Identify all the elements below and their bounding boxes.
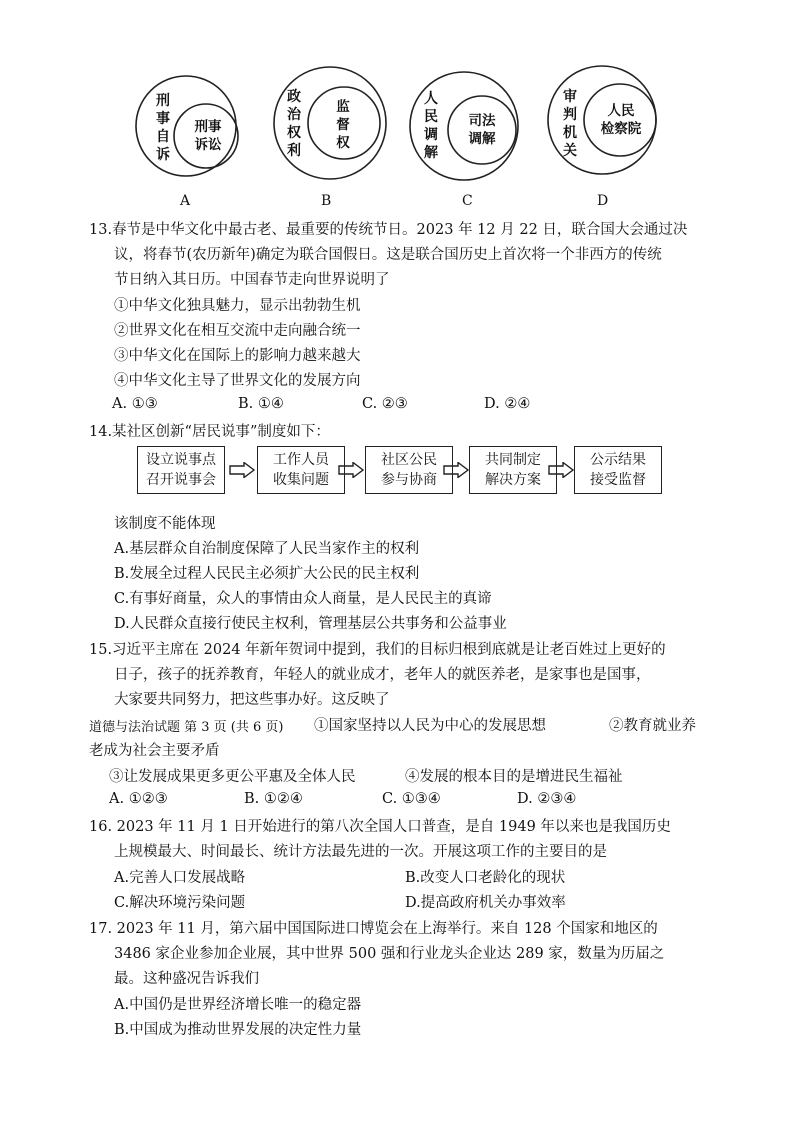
venn-diagrams [0,0,793,220]
diagram-d-letter: D [597,193,609,209]
q17-stem-line3: 最。这种盛况告诉我们 [114,971,259,987]
diagram-a-letter: A [180,193,191,209]
flow-step-5: 公示结果 接受监督 [574,446,662,494]
diagram-a-outer-label: 刑 事 自 诉 [156,93,170,163]
q15-stem-line3: 大家要共同努力，把这些事办好。这反映了 [114,692,390,708]
arrow-right-icon [338,462,364,478]
diagram-d-inner-label: 人民 检察院 [600,103,642,137]
q13-item-3: ③中华文化在国际上的影响力越来越大 [114,348,361,364]
q17-stem-line2: 3486 家企业参加企业展，其中世界 500 强和行业龙头企业达 289 家，数量为历届之 [114,946,665,962]
q13-stem-line3: 节日纳入其日历。中国春节走向世界说明了 [114,272,390,288]
q15-stem-line2: 日子，孩子的抚养教育，年轻人的就业成才，老年人的就医养老，是家事也是国事， [114,667,651,683]
diagram-a-inner-label: 刑事 诉讼 [194,119,222,153]
q15-item-2-part2: 老成为社会主要矛盾 [89,743,220,759]
diagram-b-outer-label: 政 治 权 利 [287,89,301,159]
q15-option-d[interactable]: D. ②③④ [517,791,577,807]
q14-stem: 14.某社区创新“居民说事”制度如下： [89,424,330,440]
arrow-right-icon [443,462,469,478]
q15-option-b[interactable]: B. ①②④ [244,791,303,807]
q13-item-4: ④中华文化主导了世界文化的发展方向 [114,373,361,389]
q16-stem-line1: 16. 2023 年 11 月 1 日开始进行的第八次全国人口普查，是自 1949 年以来也是我国历史 [89,819,671,835]
q16-option-b[interactable]: B.改变人口老龄化的现状 [405,870,566,886]
flow-step-4: 共同制定 解决方案 [469,446,557,494]
q17-option-a[interactable]: A.中国仍是世界经济增长唯一的稳定器 [114,997,362,1013]
q17-stem-line1: 17. 2023 年 11 月，第六届中国国际进口博览会在上海举行。来自 128 个国家和地区的 [89,921,658,937]
q15-option-a[interactable]: A. ①②③ [109,791,168,807]
q13-item-1: ①中华文化独具魅力，显示出勃勃生机 [114,298,361,314]
q15-item-3: ③让发展成果更多更公平惠及全体人民 [109,769,356,785]
flow-step-1: 设立说事点 召开说事会 [137,446,225,494]
q16-option-d[interactable]: D.提高政府机关办事效率 [405,895,566,911]
q13-stem-line2: 议，将春节(农历新年)确定为联合国假日。这是联合国历史上首次将一个非西方的传统 [114,247,662,263]
page-footer: 道德与法治试题 第 3 页 (共 6 页) [89,720,284,735]
q13-option-b[interactable]: B. ①④ [238,396,284,412]
q14-option-b[interactable]: B.发展全过程人民民主必须扩大公民的民主权利 [114,566,420,582]
diagram-c-outer-label: 人 民 调 解 [424,91,438,161]
q15-option-c[interactable]: C. ①③④ [382,791,441,807]
q13-option-a[interactable]: A. ①③ [112,396,158,412]
q14-option-a[interactable]: A.基层群众自治制度保障了人民当家作主的权利 [114,541,420,557]
q13-option-d[interactable]: D. ②④ [484,396,531,412]
q16-stem-line2: 上规模最大、时间最长、统计方法最先进的一次。开展这项工作的主要目的是 [114,844,607,860]
q13-option-c[interactable]: C. ②③ [362,396,408,412]
q13-stem-line1: 13.春节是中华文化中最古老、最重要的传统节日。2023 年 12 月 22 日，联合国大会通过决 [89,222,688,238]
diagram-b-inner-label: 监 督 权 [336,99,350,151]
diagram-d-outer-label: 审 判 机 关 [563,89,577,159]
arrow-right-icon [229,462,255,478]
flow-step-2: 工作人员 收集问题 [257,446,345,494]
q13-item-2: ②世界文化在相互交流中走向融合统一 [114,323,361,339]
q17-option-b[interactable]: B.中国成为推动世界发展的决定性力量 [114,1022,362,1038]
diagram-c-letter: C [462,193,473,209]
q15-item-2-part1: ②教育就业养 [609,718,696,734]
flow-step-3: 社区公民 参与协商 [365,446,453,494]
diagram-c-inner-label: 司法 调解 [468,113,496,147]
q16-option-a[interactable]: A.完善人口发展战略 [114,870,246,886]
arrow-right-icon [548,462,574,478]
q15-item-4: ④发展的根本目的是增进民生福祉 [405,769,623,785]
diagram-b-letter: B [321,193,332,209]
q16-option-c[interactable]: C.解决环境污染问题 [114,895,246,911]
q14-option-c[interactable]: C.有事好商量，众人的事情由众人商量，是人民民主的真谛 [114,591,492,607]
q14-option-d[interactable]: D.人民群众直接行使民主权利，管理基层公共事务和公益事业 [114,616,507,632]
q15-item-1: ①国家坚持以人民为中心的发展思想 [314,718,546,734]
q15-stem-line1: 15.习近平主席在 2024 年新年贺词中提到，我们的目标归根到底就是让老百姓过上更好的 [89,642,666,658]
q14-prompt: 该制度不能体现 [114,516,216,532]
